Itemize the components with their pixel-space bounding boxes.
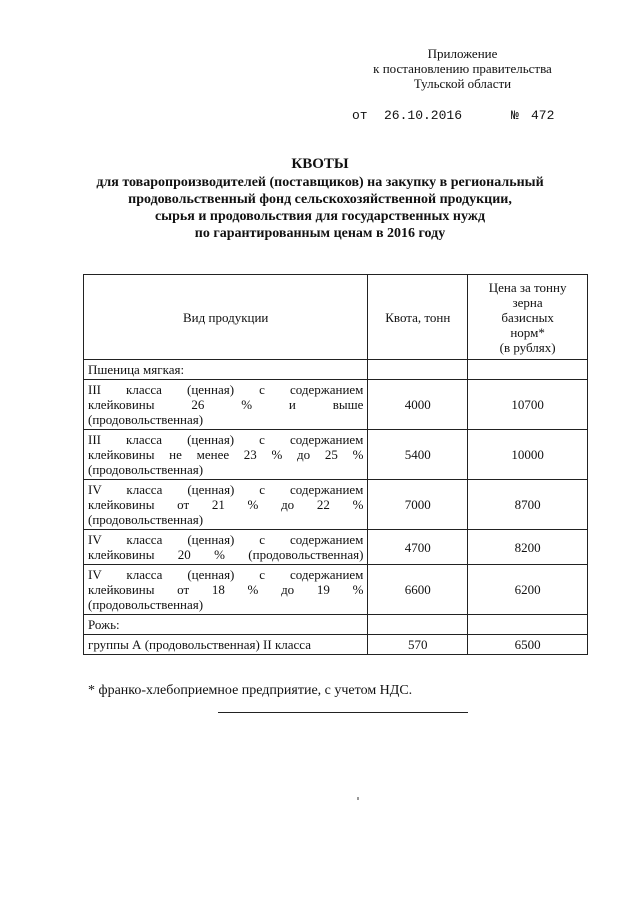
- table-row: [84, 430, 588, 480]
- empty-cell: [368, 360, 468, 380]
- description-line: клейковины от 18 % до 19 %: [88, 582, 364, 597]
- description-line: (продовольственная): [88, 512, 204, 527]
- scan-speck: [357, 797, 359, 800]
- price-value: 8700: [468, 480, 588, 530]
- table-row: [84, 530, 588, 565]
- price-value: 10000: [468, 430, 588, 480]
- empty-cell: [468, 360, 588, 380]
- header-price-line: норм*: [510, 324, 545, 340]
- quota-value: 4000: [368, 380, 468, 430]
- price-value: 6200: [468, 565, 588, 615]
- table-row: [84, 635, 588, 655]
- quota-value: 570: [368, 635, 468, 655]
- description-line: III классa (ценная) с содержанием: [88, 382, 364, 397]
- header-product: Вид продукции: [84, 275, 368, 360]
- quota-table: [83, 274, 588, 655]
- product-description: [84, 565, 368, 615]
- quota-value: 4700: [368, 530, 468, 565]
- appendix-line: Тульской области: [413, 76, 512, 91]
- description-line: III класса (ценная) с содержанием: [88, 432, 364, 447]
- appendix-line: к постановлению правительства: [373, 61, 552, 76]
- appendix-line: Приложение: [427, 46, 498, 61]
- description-line: IV класса (ценная) с содержанием: [88, 482, 364, 497]
- product-description: [84, 530, 368, 565]
- description-line: клейковины не менее 23 % до 25 %: [88, 447, 364, 462]
- description-line: группы А (продовольственная) II класса: [88, 637, 311, 652]
- footnote: * франко-хлебоприемное предприятие, с учетом НДС.: [88, 683, 413, 698]
- section-label: Рожь:: [84, 615, 368, 635]
- description-line: клейковины 20 % (продовольственная): [88, 547, 364, 562]
- quota-value: 5400: [368, 430, 468, 480]
- product-description: [84, 430, 368, 480]
- product-description: [84, 480, 368, 530]
- quota-value: 7000: [368, 480, 468, 530]
- table-row: [84, 380, 588, 430]
- title-line: продовольственный фонд сельскохозяйственной продукции,: [128, 192, 512, 207]
- empty-cell: [468, 615, 588, 635]
- description-line: (продовольственная): [88, 597, 204, 612]
- description-line: клейковины 26 % и выше: [88, 397, 364, 412]
- section-row: [84, 615, 588, 635]
- title-line: для товаропроизводителей (поставщиков) на закупку в региональный: [96, 175, 544, 190]
- description-line: (продовольственная): [88, 462, 204, 477]
- title-line: по гарантированным ценам в 2016 году: [194, 226, 446, 241]
- table-row: [84, 565, 588, 615]
- table-row: [84, 480, 588, 530]
- title-main: КВОТЫ: [291, 156, 349, 172]
- price-value: 10700: [468, 380, 588, 430]
- description-line: IV класса (ценная) с содержанием: [88, 567, 364, 582]
- description-line: IV класса (ценная) с содержанием: [88, 532, 364, 547]
- quota-value: 6600: [368, 565, 468, 615]
- title-line: сырья и продовольствия для государственных нужд: [154, 209, 486, 224]
- closing-rule: [218, 712, 468, 713]
- section-row: [84, 360, 588, 380]
- header-quota: Квота, тонн: [368, 275, 468, 360]
- appendix-header: [340, 46, 585, 91]
- empty-cell: [368, 615, 468, 635]
- date-from-label: от: [352, 108, 368, 123]
- table-header-row: [84, 275, 588, 360]
- header-price-line: зерна: [512, 294, 543, 310]
- document-number: 472: [531, 108, 555, 123]
- document-title: [40, 156, 600, 242]
- description-line: клейковины от 21 % до 22 %: [88, 497, 364, 512]
- header-price-line: Цена за тонну: [488, 279, 567, 295]
- product-description: [84, 635, 368, 655]
- product-description: [84, 380, 368, 430]
- description-line: (продовольственная): [88, 412, 204, 427]
- price-value: 8200: [468, 530, 588, 565]
- number-sign: №: [511, 108, 519, 123]
- header-price-line: (в рублях): [499, 339, 556, 355]
- header-price-line: базисных: [501, 309, 554, 325]
- document-dateline: [0, 108, 640, 124]
- table-body: [84, 360, 588, 655]
- section-label: Пшеница мягкая:: [84, 360, 368, 380]
- header-price: [468, 275, 588, 360]
- document-date: 26.10.2016: [384, 108, 463, 123]
- price-value: 6500: [468, 635, 588, 655]
